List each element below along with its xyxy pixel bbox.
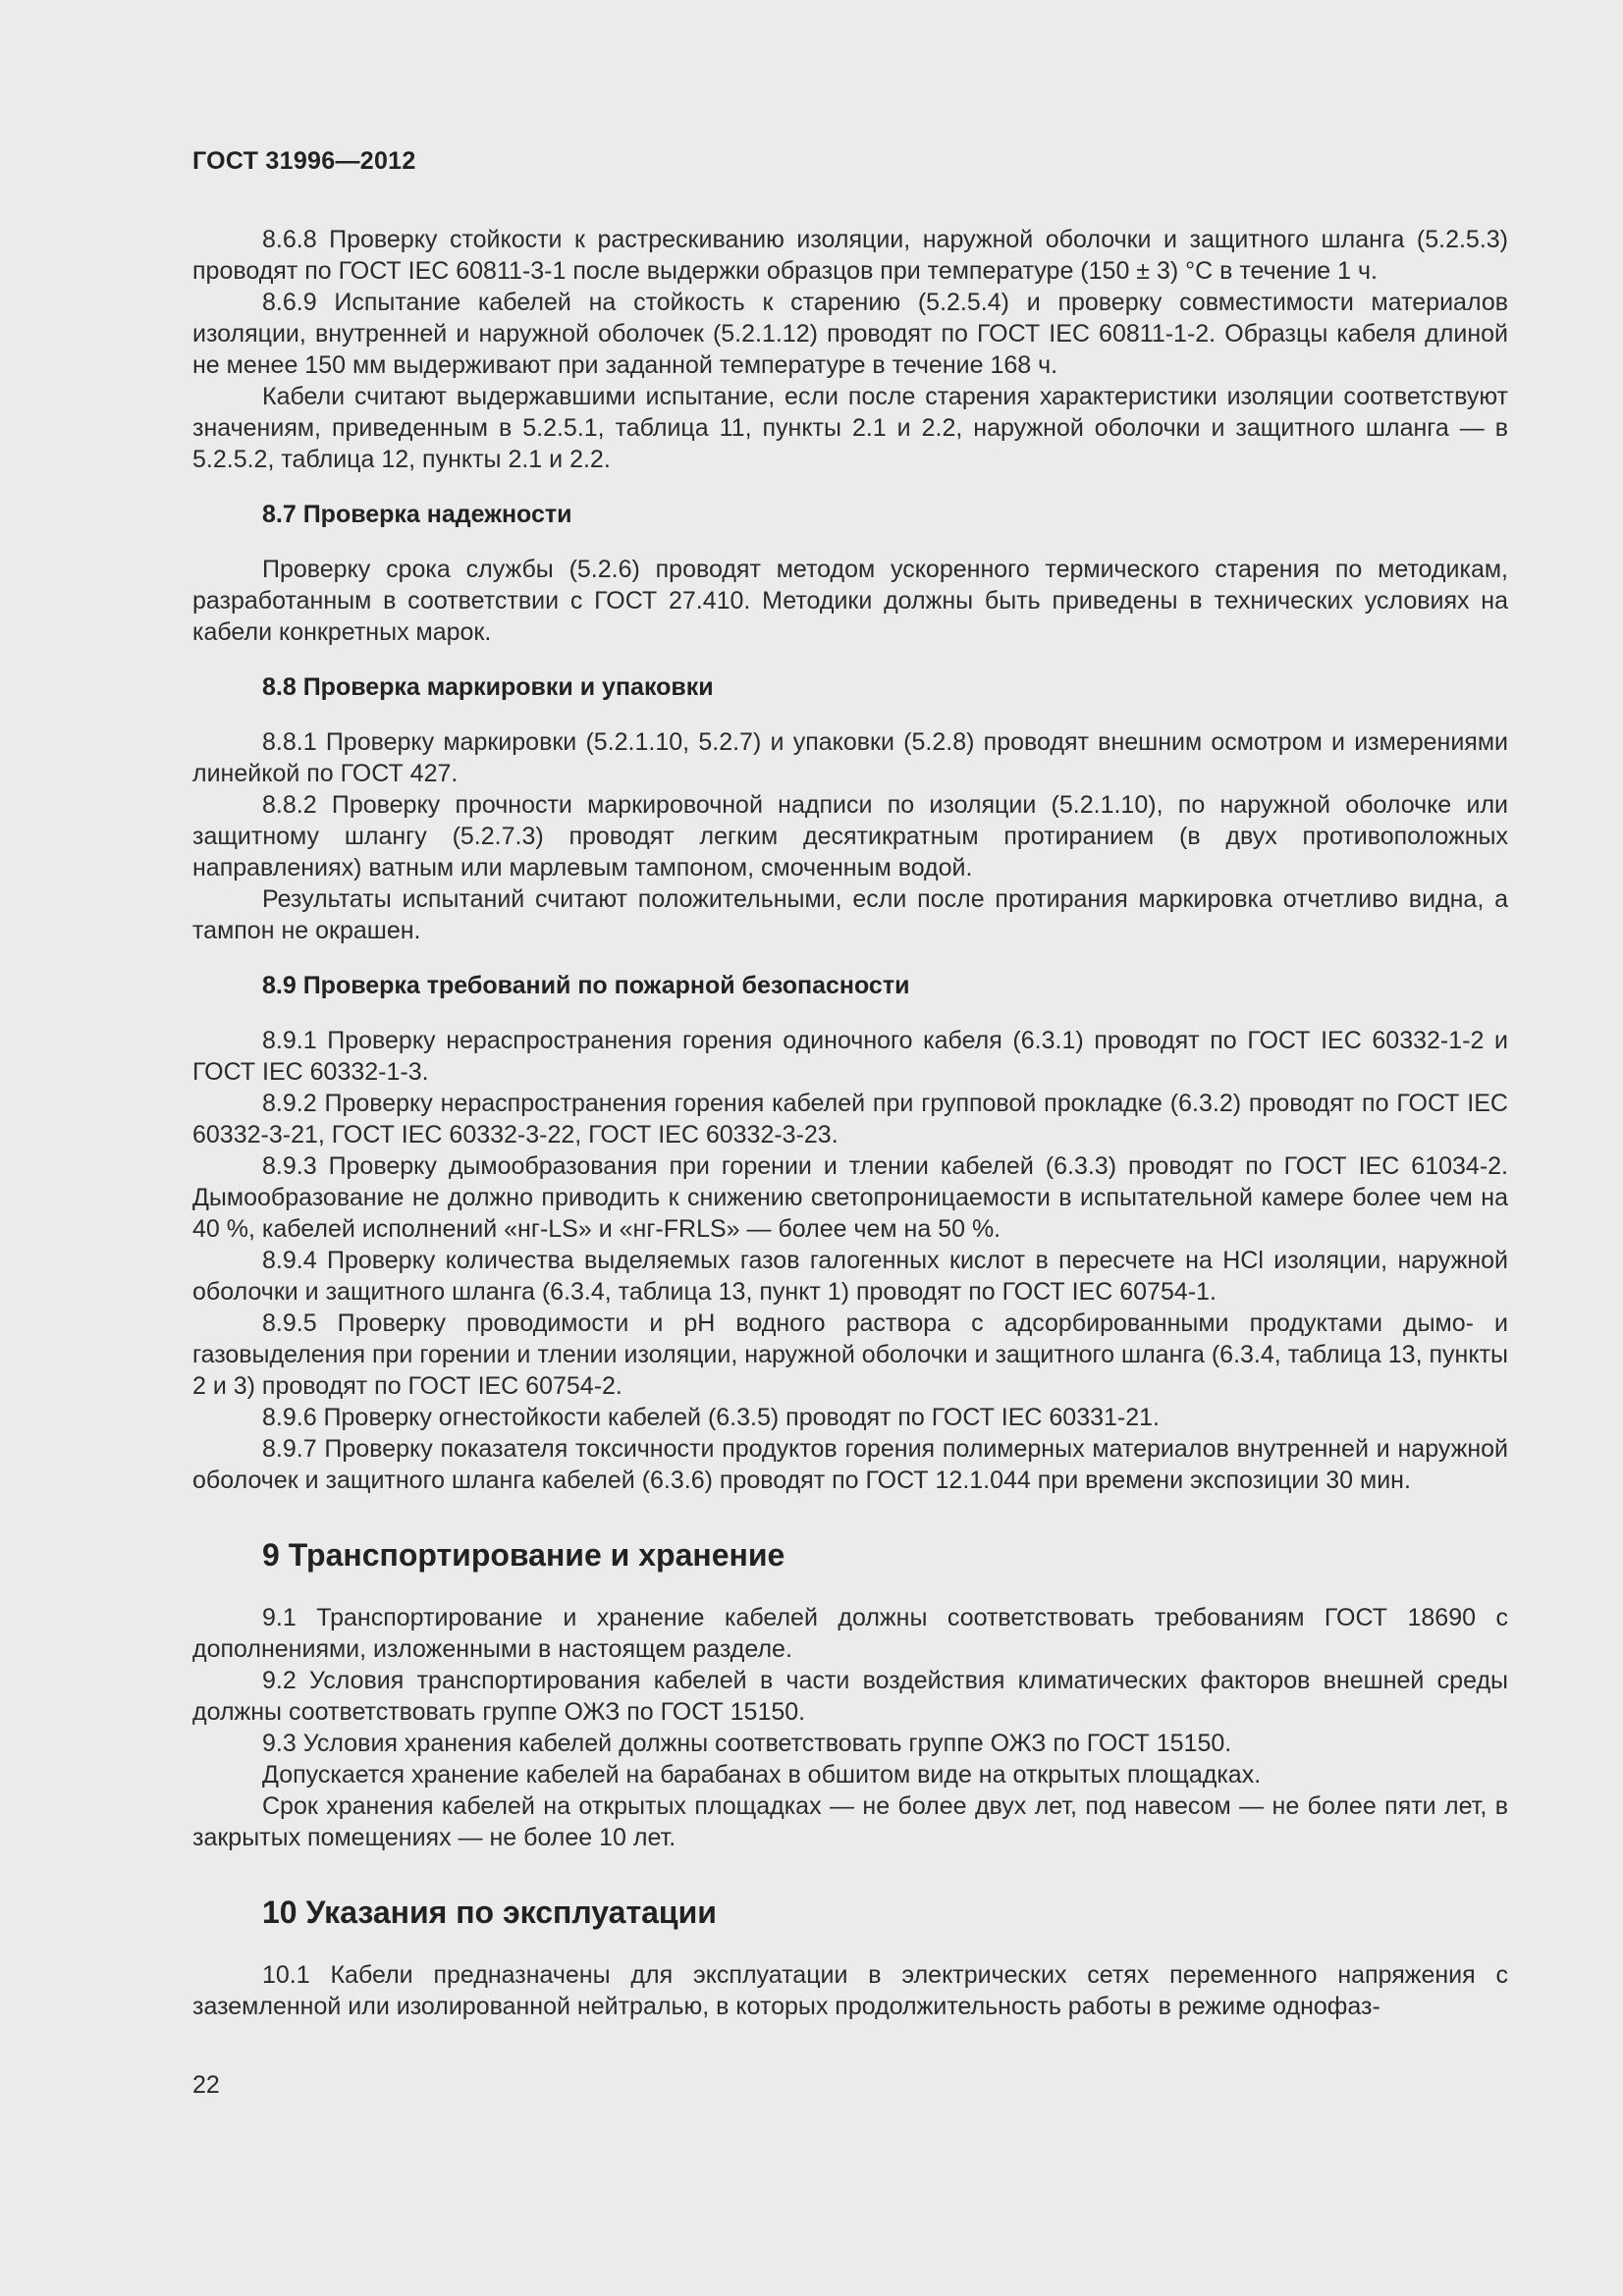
paragraph-8-7: Проверку срока службы (5.2.6) проводят методом ускоренного термического старения по методикам, разработанным в соответствии с ГОСТ 27.410. Методики должны быть приведены в технических условиях на кабели конкретных марок. (192, 556, 1508, 646)
chapter-heading-10: 10 Указания по эксплуатации (262, 1895, 717, 1930)
section-heading-8-7: 8.7 Проверка надежности (262, 501, 572, 528)
paragraph-10-1: 10.1 Кабели предназначены для эксплуатации в электрических сетях переменного напряжения с заземленной или изолированной нейтралью, в которых продолжительность работы в режиме однофаз- (192, 1961, 1508, 2020)
paragraph-9-3: 9.3 Условия хранения кабелей должны соответствовать группе ОЖЗ по ГОСТ 15150. (262, 1730, 1232, 1757)
paragraph-9-2: 9.2 Условия транспортирования кабелей в части воздействия климатических факторов внешней среды должны соответствовать группе ОЖЗ по ГОСТ 15150. (192, 1667, 1508, 1726)
paragraph-8-9-7: 8.9.7 Проверку показателя токсичности продуктов горения полимерных материалов внутренней и наружной оболочек и защитного шланга кабелей (6.3.6) проводят по ГОСТ 12.1.044 при времени экспозиции 30 мин. (192, 1435, 1508, 1494)
paragraph-8-8-1: 8.8.1 Проверку маркировки (5.2.1.10, 5.2.7) и упаковки (5.2.8) проводят внешним осмотром и измерениями линейкой по ГОСТ 427. (192, 728, 1508, 787)
section-heading-8-8: 8.8 Проверка маркировки и упаковки (262, 673, 714, 701)
paragraph-8-6-8: 8.6.8 Проверку стойкости к растрескиванию изоляции, наружной оболочки и защитного шланга (5.2.5.3) проводят по ГОСТ IEC 60811-3-1 после выдержки образцов при температуре (150 ± 3) °С в течение 1 ч. (192, 226, 1508, 285)
paragraph-8-6-9: 8.6.9 Испытание кабелей на стойкость к старению (5.2.5.4) и проверку совместимости материалов изоляции, внутренней и наружной оболочек (5.2.1.12) проводят по ГОСТ IEC 60811-1-2. Образцы кабеля длиной не менее 150 мм выдерживают при заданной температуре в течение 168 ч. (192, 289, 1508, 379)
section-heading-8-9: 8.9 Проверка требований по пожарной безопасности (262, 972, 910, 999)
paragraph-8-8-2: 8.8.2 Проверку прочности маркировочной надписи по изоляции (5.2.1.10), по наружной оболочке или защитному шлангу (5.2.7.3) проводят легким десятикратным протиранием (в двух противоположных направлениях) ватным или марлевым тампоном, смоченным водой. (192, 791, 1508, 881)
document-body (192, 224, 1508, 2022)
paragraph-9-3-drums: Допускается хранение кабелей на барабанах в обшитом виде на открытых площадках. (262, 1761, 1262, 1789)
paragraph-8-9-5: 8.9.5 Проверку проводимости и pH водного раствора с адсорбированными продуктами дымо- и газовыделения при горении и тлении изоляции, наружной оболочки и защитного шланга (6.3.4, таблица 13, пункты 2 и 3) проводят по ГОСТ IEC 60754-2. (192, 1309, 1508, 1400)
paragraph-9-1: 9.1 Транспортирование и хранение кабелей должны соответствовать требованиям ГОСТ 18690 с дополнениями, изложенными в настоящем разделе. (192, 1604, 1508, 1663)
paragraph-8-9-3: 8.9.3 Проверку дымообразования при горении и тлении кабелей (6.3.3) проводят по ГОСТ IEC 61034-2. Дымообразование не должно приводить к снижению светопроницаемости в испытательной камере более чем на 40 %, кабелей исполнений «нг-LS» и «нг-FRLS» — более чем на 50 %. (192, 1152, 1508, 1243)
paragraph-8-9-1: 8.9.1 Проверку нераспространения горения одиночного кабеля (6.3.1) проводят по ГОСТ IEC 60332-1-2 и ГОСТ IEC 60332-1-3. (192, 1027, 1508, 1086)
paragraph-8-9-4: 8.9.4 Проверку количества выделяемых газов галогенных кислот в пересчете на HCl изоляции, наружной оболочки и защитного шланга (6.3.4, таблица 13, пункт 1) проводят по ГОСТ IEC 60754-1. (192, 1247, 1508, 1306)
document-header: ГОСТ 31996—2012 (192, 147, 416, 175)
paragraph-8-9-2: 8.9.2 Проверку нераспространения горения кабелей при групповой прокладке (6.3.2) проводят по ГОСТ IEC 60332-3-21, ГОСТ IEC 60332-3-22, ГОСТ IEC 60332-3-23. (192, 1090, 1508, 1148)
paragraph-9-3-storage-term: Срок хранения кабелей на открытых площадках — не более двух лет, под навесом — не более пяти лет, в закрытых помещениях — не более 10 лет. (192, 1792, 1508, 1851)
paragraph-8-6-9-result: Кабели считают выдержавшими испытание, если после старения характеристики изоляции соответствуют значениям, приведенным в 5.2.5.1, таблица 11, пункты 2.1 и 2.2, наружной оболочки и защитного шланга — в 5.2.5.2, таблица 12, пункты 2.1 и 2.2. (192, 383, 1508, 473)
chapter-heading-9: 9 Транспортирование и хранение (262, 1537, 785, 1573)
page-number: 22 (192, 2071, 220, 2099)
paragraph-8-8-2-result: Результаты испытаний считают положительными, если после протирания маркировка отчетливо видна, а тампон не окрашен. (192, 885, 1508, 944)
paragraph-8-9-6: 8.9.6 Проверку огнестойкости кабелей (6.3.5) проводят по ГОСТ IEC 60331-21. (262, 1404, 1161, 1431)
